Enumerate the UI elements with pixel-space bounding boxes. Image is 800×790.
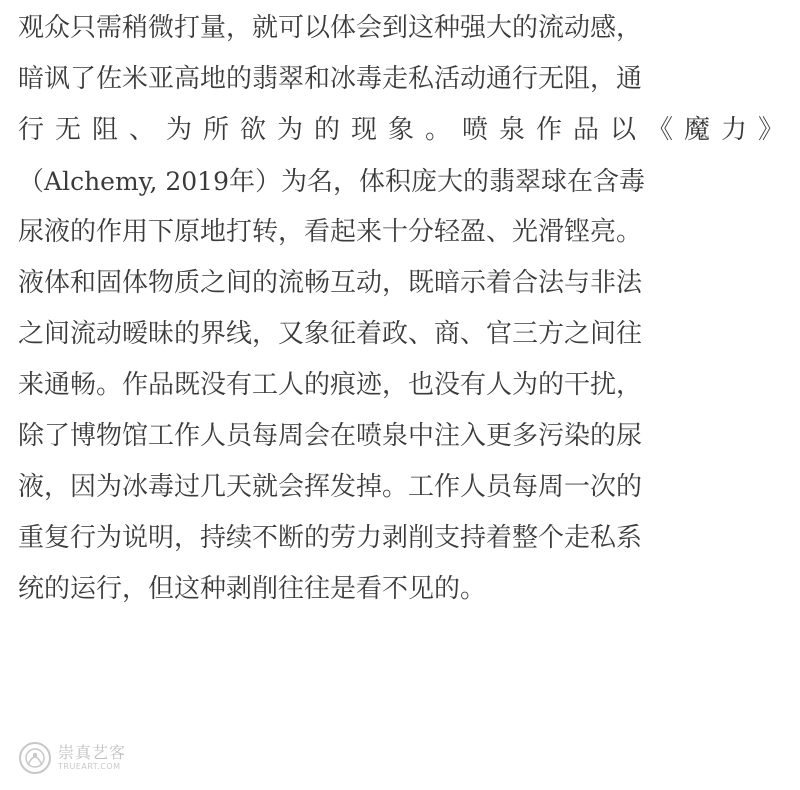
text-line-8: 来通畅。作品既没有工人的痕迹，也没有人为的干扰， [18, 370, 643, 400]
article-body [18, 3, 784, 615]
text-line-6: 液体和固体物质之间的流畅互动，既暗示着合法与非法 [18, 268, 643, 298]
truart-logo-icon [18, 741, 52, 775]
text-line-7: 之间流动暧昧的界线，又象征着政、商、官三方之间往 [18, 319, 643, 349]
text-line-5: 尿液的作用下原地打转，看起来十分轻盈、光滑铿亮。 [18, 217, 643, 247]
text-line-9: 除了博物馆工作人员每周会在喷泉中注入更多污染的尿 [18, 421, 643, 451]
text-line-10: 液，因为冰毒过几天就会挥发掉。工作人员每周一次的 [18, 472, 643, 502]
watermark-cn: 崇真艺客 [58, 743, 127, 762]
text-line-4 [18, 156, 784, 207]
text-line-2: 暗讽了佐米亚高地的翡翠和冰毒走私活动通行无阻，通 [18, 64, 643, 94]
watermark-en: TRUEART.COM [58, 762, 121, 771]
text-line-4-rest: 年）为名，体积庞大的翡翠球在含毒 [229, 167, 646, 197]
text-line-3: 行无阻、为所欲为的现象。喷泉作品以《魔力》 [18, 115, 784, 145]
text-line-4-latin: Alchemy, 2019 [44, 167, 229, 196]
watermark [18, 738, 126, 778]
watermark-text [58, 745, 126, 771]
text-line-12: 统的运行，但这种剥削往往是看不见的。 [18, 574, 487, 604]
text-line-11: 重复行为说明，持续不断的劳力剥削支持着整个走私系 [18, 523, 643, 553]
text-line-1: 观众只需稍微打量，就可以体会到这种强大的流动感， [18, 13, 643, 43]
text-line-4-open: （ [18, 167, 45, 197]
